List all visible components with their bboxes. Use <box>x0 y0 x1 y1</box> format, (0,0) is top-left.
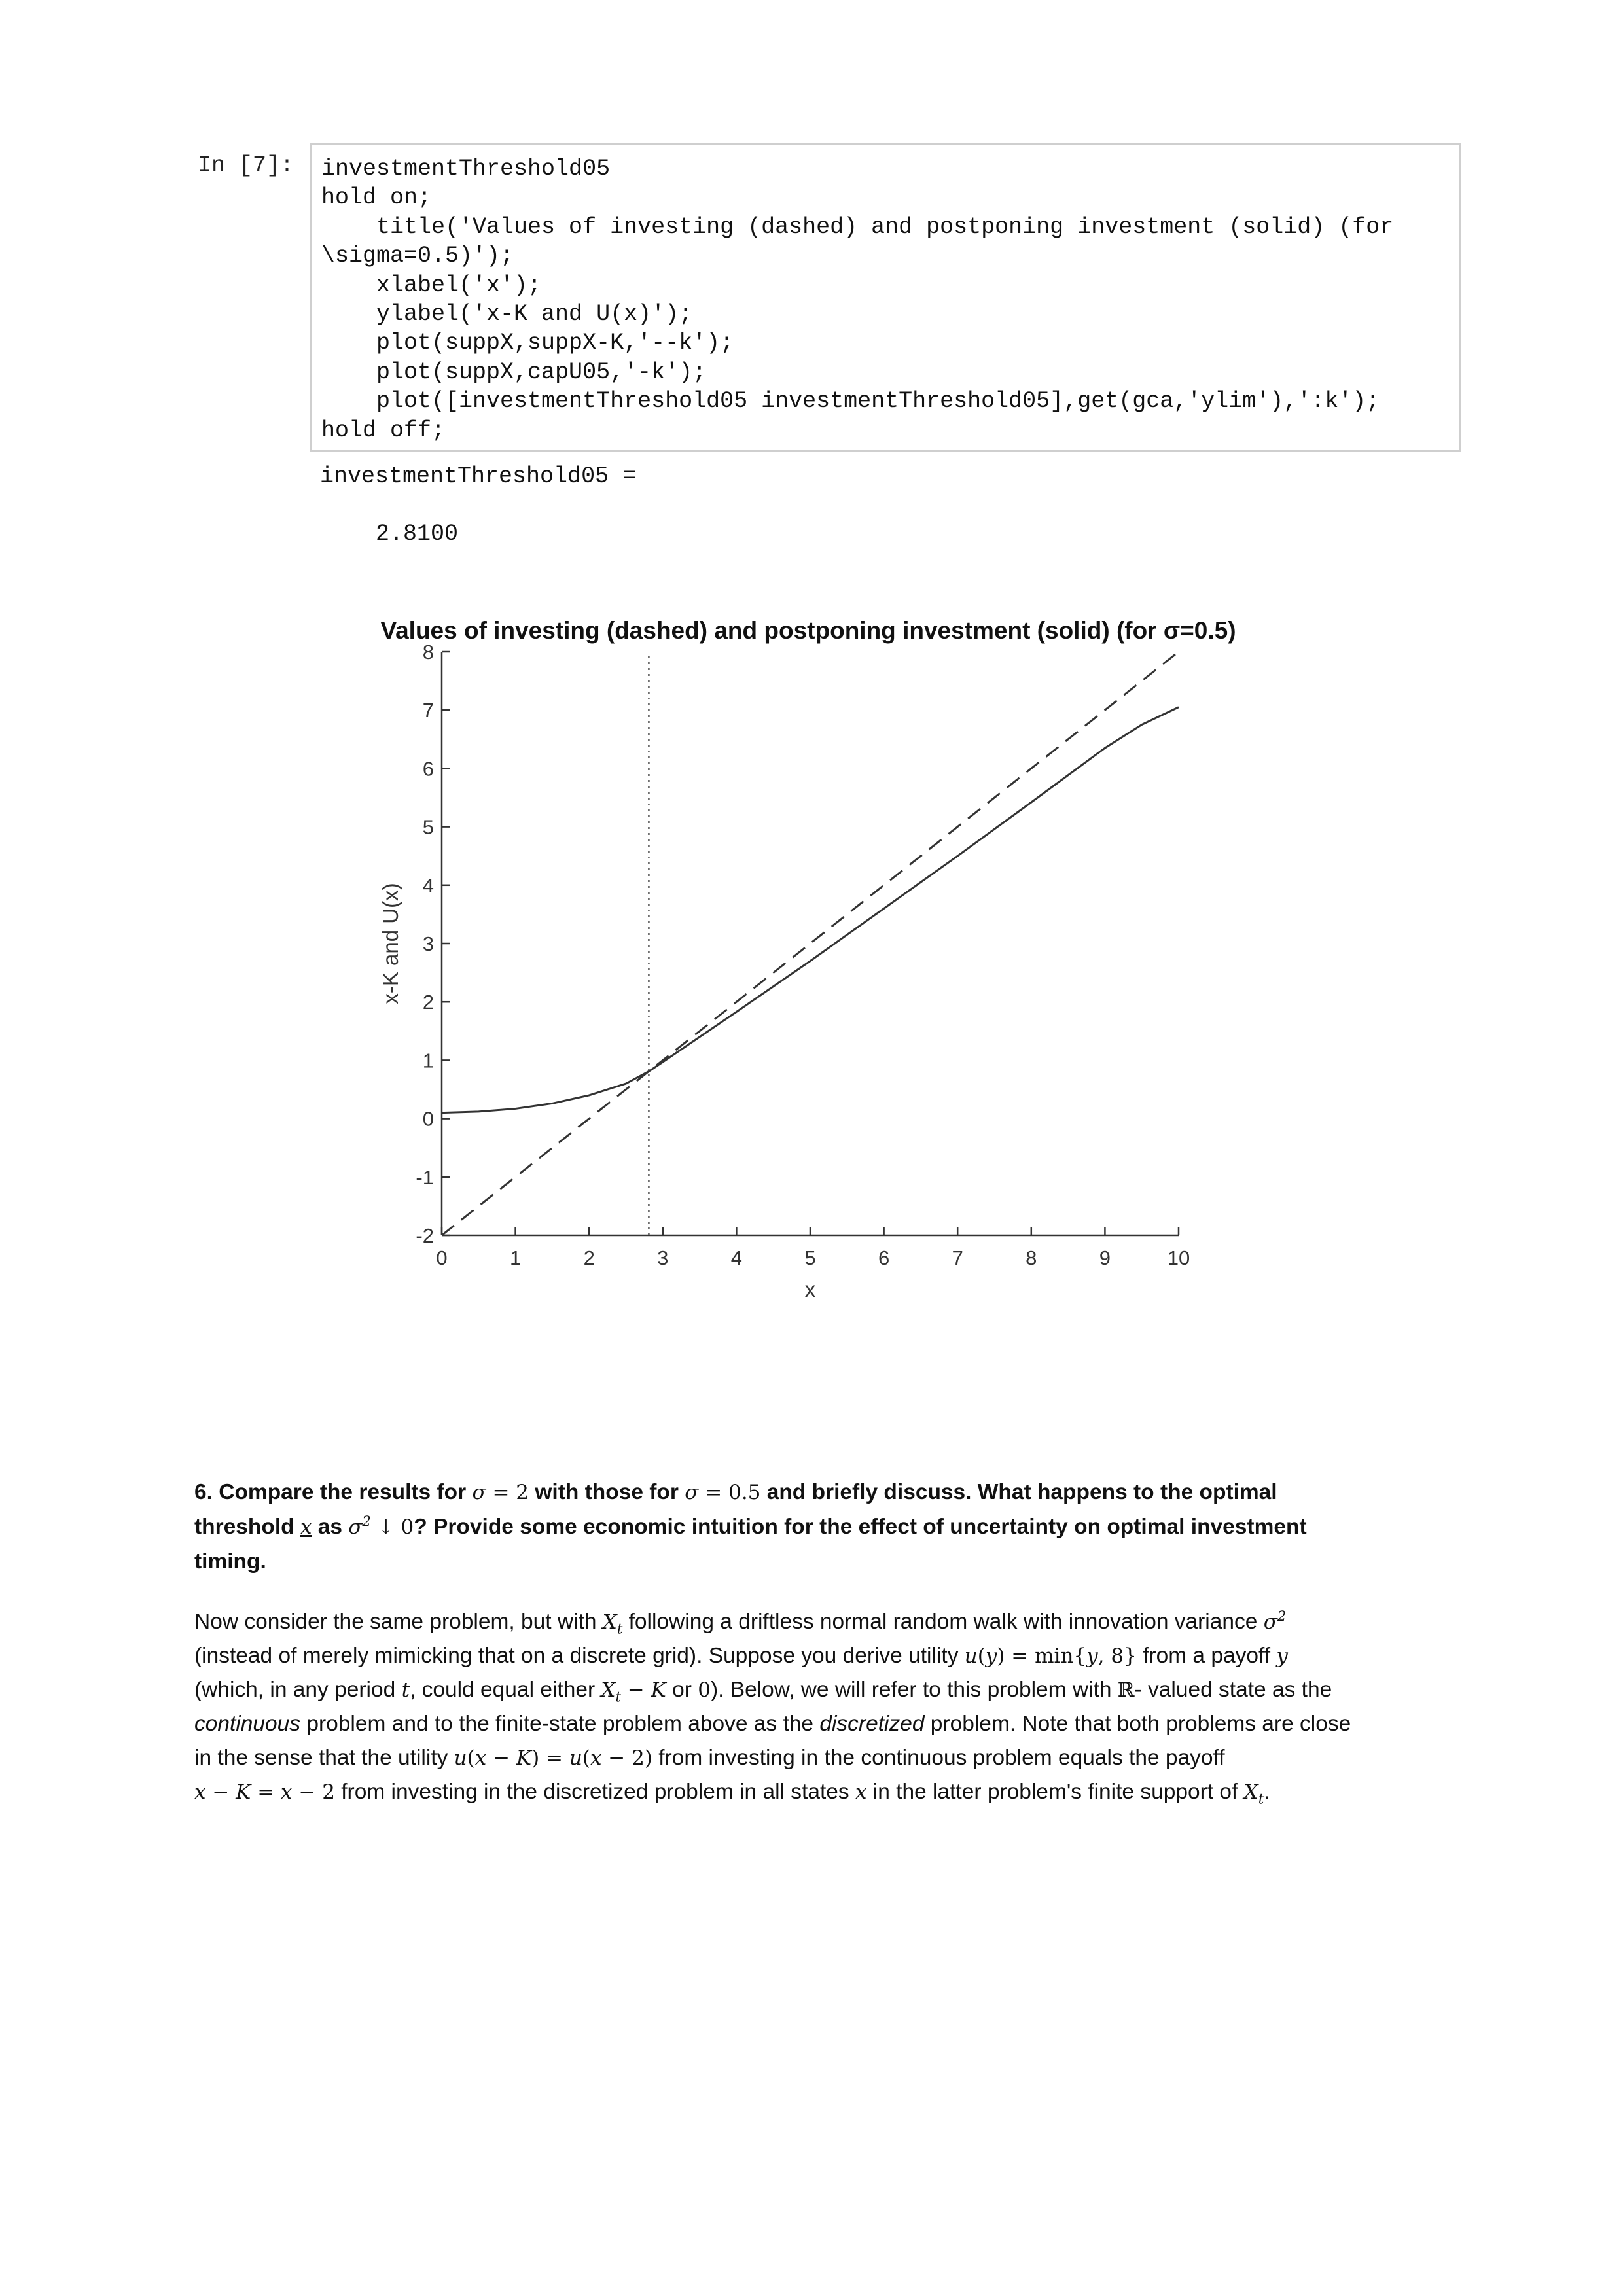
math-run: ( <box>467 1746 475 1770</box>
x-axis-label: x <box>804 1277 816 1301</box>
math-run: σ <box>472 1481 486 1504</box>
math-run: y <box>985 1644 997 1668</box>
text-run: ? Provide some economic intuition for the effect of uncertainty on optimal investment <box>414 1515 1307 1539</box>
x-tick-label: 2 <box>583 1246 595 1269</box>
chart-title: Values of investing (dashed) and postponing investment (solid) (for σ=0.5) <box>380 617 1236 644</box>
code-line: ylabel('x-K and U(x)'); <box>376 301 693 328</box>
math-run: K <box>236 1780 251 1804</box>
math-run: ℝ <box>1117 1678 1135 1702</box>
math-run: = 2 <box>486 1481 529 1504</box>
code-editor[interactable] <box>312 145 1459 454</box>
text-line <box>194 1775 1351 1809</box>
math-run: x <box>474 1746 487 1770</box>
question-6 <box>194 1475 1307 1579</box>
math-run: X <box>601 1678 616 1702</box>
x-tick-label: 1 <box>509 1246 522 1269</box>
x-tick-label: 4 <box>730 1246 743 1269</box>
y-tick-label: 3 <box>422 932 434 955</box>
y-tick-label: 6 <box>422 757 434 781</box>
math-run: 2 <box>362 1513 371 1529</box>
math-run: ↓ 0 <box>370 1515 414 1539</box>
y-tick-label: -1 <box>416 1165 434 1189</box>
x-tick-label: 8 <box>1026 1246 1037 1269</box>
math-run: x <box>194 1780 206 1804</box>
x-tick-label: 6 <box>878 1246 890 1269</box>
math-run: = 0.5 <box>698 1481 761 1504</box>
code-line: plot(suppX,capU05,'-k'); <box>376 359 707 385</box>
text-run: . <box>1264 1780 1270 1804</box>
y-tick-label: 1 <box>422 1049 434 1072</box>
text-run: - valued state as the <box>1134 1678 1332 1702</box>
math-run: = <box>251 1780 281 1804</box>
math-run: ) = <box>531 1746 569 1770</box>
x-tick-label: 3 <box>657 1246 669 1269</box>
code-line: plot(suppX,suppX-K,'--k'); <box>376 330 734 357</box>
output-variable-name: investmentThreshold05 = <box>320 463 637 489</box>
math-run: K <box>651 1678 666 1702</box>
text-run: with those for <box>529 1480 685 1504</box>
y-tick-label: 5 <box>422 815 434 839</box>
code-line: investmentThreshold05 <box>321 156 611 182</box>
math-run: − 2 <box>292 1780 335 1804</box>
text-run: 6. Compare the results for <box>194 1480 473 1504</box>
text-run: as <box>312 1515 349 1539</box>
math-run: , 8} <box>1097 1644 1137 1668</box>
math-run: u <box>569 1746 582 1770</box>
math-run: K <box>516 1746 532 1770</box>
y-tick-label: 2 <box>422 991 434 1014</box>
text-run: , could equal either <box>410 1678 601 1702</box>
cell-prompt: In [7]: <box>198 152 294 179</box>
text-line <box>194 1475 1307 1510</box>
text-run: or <box>666 1678 698 1702</box>
math-run: y <box>1086 1644 1098 1668</box>
code-line: title('Values of investing (dashed) and postponing investment (solid) (for <box>376 213 1394 240</box>
series-dashed-line <box>442 652 1179 1235</box>
math-run: x <box>281 1780 293 1804</box>
text-run: ). Below, we will refer to this problem with <box>710 1678 1118 1702</box>
y-axis-label: x-K and U(x) <box>378 883 402 1004</box>
text-line <box>194 1639 1351 1673</box>
y-tick-label: 8 <box>422 641 434 663</box>
text-line <box>194 1510 1307 1544</box>
math-run: t <box>401 1678 410 1702</box>
math-run: 2 <box>1277 1608 1287 1624</box>
code-cell[interactable] <box>310 143 1461 452</box>
x-tick-label: 7 <box>952 1246 963 1269</box>
text-line <box>194 1544 1307 1579</box>
math-run: u <box>454 1746 467 1770</box>
math-run: σ <box>1263 1610 1277 1634</box>
x-tick-label: 9 <box>1099 1246 1111 1269</box>
text-run: problem and to the finite-state problem above as the <box>300 1712 820 1736</box>
math-run: X <box>602 1610 617 1634</box>
code-line: hold on; <box>321 185 432 211</box>
math-run: t <box>615 1689 621 1705</box>
math-run: 0 <box>698 1678 711 1702</box>
x-tick-label: 10 <box>1167 1246 1190 1269</box>
text-line <box>194 1741 1351 1775</box>
text-run: from a payoff <box>1136 1644 1277 1668</box>
math-run: σ <box>685 1481 699 1504</box>
math-run: − <box>205 1780 236 1804</box>
math-run: − <box>486 1746 516 1770</box>
math-run: σ <box>348 1515 363 1539</box>
math-run: X <box>1243 1780 1258 1804</box>
math-run: ( <box>582 1746 590 1770</box>
text-run: (which, in any period <box>194 1678 402 1702</box>
math-run: u <box>964 1644 978 1668</box>
text-run: threshold <box>194 1515 300 1539</box>
y-tick-label: -2 <box>416 1224 434 1247</box>
text-run: in the latter problem's finite support of <box>866 1780 1244 1804</box>
output-value: 2.8100 <box>376 521 459 547</box>
text-run: (instead of merely mimicking that on a discrete grid). Suppose you derive utility <box>194 1644 965 1668</box>
text-run: continuous <box>194 1712 301 1736</box>
code-line: plot([investmentThreshold05 investmentThreshold05],get(gca,'ylim'),':k'); <box>376 388 1380 415</box>
math-run: ( <box>977 1644 986 1668</box>
text-run: discretized <box>819 1712 925 1736</box>
math-run: t <box>616 1621 623 1637</box>
math-run: y <box>1276 1644 1288 1668</box>
text-run: from investing in the continuous problem equals the payoff <box>652 1746 1225 1770</box>
math-run: x <box>590 1746 602 1770</box>
math-run: x <box>855 1780 867 1804</box>
text-line <box>194 1707 1351 1741</box>
text-run: problem. Note that both problems are close <box>924 1712 1351 1736</box>
text-run: in the sense that the utility <box>194 1746 454 1770</box>
y-tick-label: 0 <box>422 1107 434 1131</box>
math-run: t <box>1258 1791 1264 1807</box>
math-run: ) = min{ <box>997 1644 1087 1668</box>
x-tick-label: 5 <box>804 1246 816 1269</box>
continuous-problem-paragraph <box>194 1605 1351 1809</box>
plot-figure <box>327 589 1309 1322</box>
text-line <box>194 1605 1351 1639</box>
code-line: xlabel('x'); <box>376 272 542 298</box>
text-run: and briefly discuss. What happens to the optimal <box>760 1480 1277 1504</box>
text-line <box>194 1673 1351 1707</box>
text-run: from investing in the discretized problem in all states <box>334 1780 855 1804</box>
code-line: hold off; <box>321 417 446 444</box>
y-tick-label: 4 <box>422 874 434 897</box>
series-solid-line <box>442 707 1179 1113</box>
text-run: timing. <box>194 1549 266 1574</box>
math-run: − 2) <box>601 1746 652 1770</box>
text-run: following a driftless normal random walk with innovation variance <box>622 1610 1264 1634</box>
math-run: − <box>620 1678 651 1702</box>
text-run: Now consider the same problem, but with <box>194 1610 603 1634</box>
code-line: \sigma=0.5)'); <box>321 243 514 270</box>
y-tick-label: 7 <box>422 699 434 722</box>
x-tick-label: 0 <box>436 1246 448 1269</box>
math-run: x <box>300 1515 312 1539</box>
